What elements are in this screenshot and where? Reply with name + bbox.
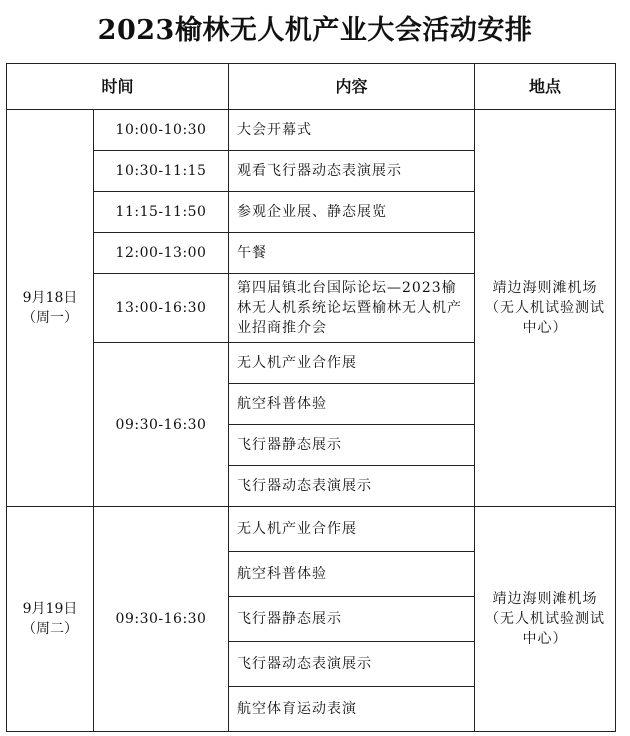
content-cell: 午餐 bbox=[229, 233, 475, 274]
content-cell: 无人机产业合作展 bbox=[229, 343, 475, 384]
date-label: 9月18日 bbox=[22, 290, 78, 306]
content-cell: 无人机产业合作展 bbox=[229, 507, 475, 552]
date-cell-day1 bbox=[7, 110, 94, 507]
content-cell: 第四届镇北台国际论坛—2023榆林无人机系统论坛暨榆林无人机产业招商推介会 bbox=[229, 274, 475, 343]
weekday-label: （周二） bbox=[22, 621, 78, 637]
content-cell: 飞行器动态表演展示 bbox=[229, 642, 475, 687]
date-label: 9月19日 bbox=[22, 601, 78, 617]
time-cell: 12:00-13:00 bbox=[94, 233, 229, 274]
time-cell: 13:00-16:30 bbox=[94, 274, 229, 343]
header-time: 时间 bbox=[7, 64, 229, 110]
content-cell: 大会开幕式 bbox=[229, 110, 475, 151]
content-cell: 飞行器静态展示 bbox=[229, 597, 475, 642]
header-row bbox=[7, 64, 616, 110]
time-cell: 10:30-11:15 bbox=[94, 151, 229, 192]
time-cell: 11:15-11:50 bbox=[94, 192, 229, 233]
header-content: 内容 bbox=[229, 64, 475, 110]
content-cell: 航空科普体验 bbox=[229, 552, 475, 597]
time-cell-group: 09:30-16:30 bbox=[94, 343, 229, 507]
table-row bbox=[7, 110, 616, 151]
weekday-label: （周一） bbox=[22, 310, 78, 326]
time-cell: 10:00-10:30 bbox=[94, 110, 229, 151]
content-cell: 飞行器动态表演展示 bbox=[229, 466, 475, 507]
schedule-table bbox=[6, 63, 616, 732]
header-place: 地点 bbox=[475, 64, 616, 110]
table-row bbox=[7, 507, 616, 552]
content-cell: 飞行器静态展示 bbox=[229, 425, 475, 466]
content-cell: 参观企业展、静态展览 bbox=[229, 192, 475, 233]
content-cell: 航空科普体验 bbox=[229, 384, 475, 425]
page-title: 2023榆林无人机产业大会活动安排 bbox=[97, 15, 533, 46]
time-cell-day2: 09:30-16:30 bbox=[94, 507, 229, 732]
content-cell: 航空体育运动表演 bbox=[229, 687, 475, 732]
place-cell-day2: 靖边海则滩机场（无人机试验测试中心） bbox=[475, 507, 616, 732]
content-cell: 观看飞行器动态表演展示 bbox=[229, 151, 475, 192]
place-cell-day1: 靖边海则滩机场（无人机试验测试中心） bbox=[475, 110, 616, 507]
date-cell-day2 bbox=[7, 507, 94, 732]
